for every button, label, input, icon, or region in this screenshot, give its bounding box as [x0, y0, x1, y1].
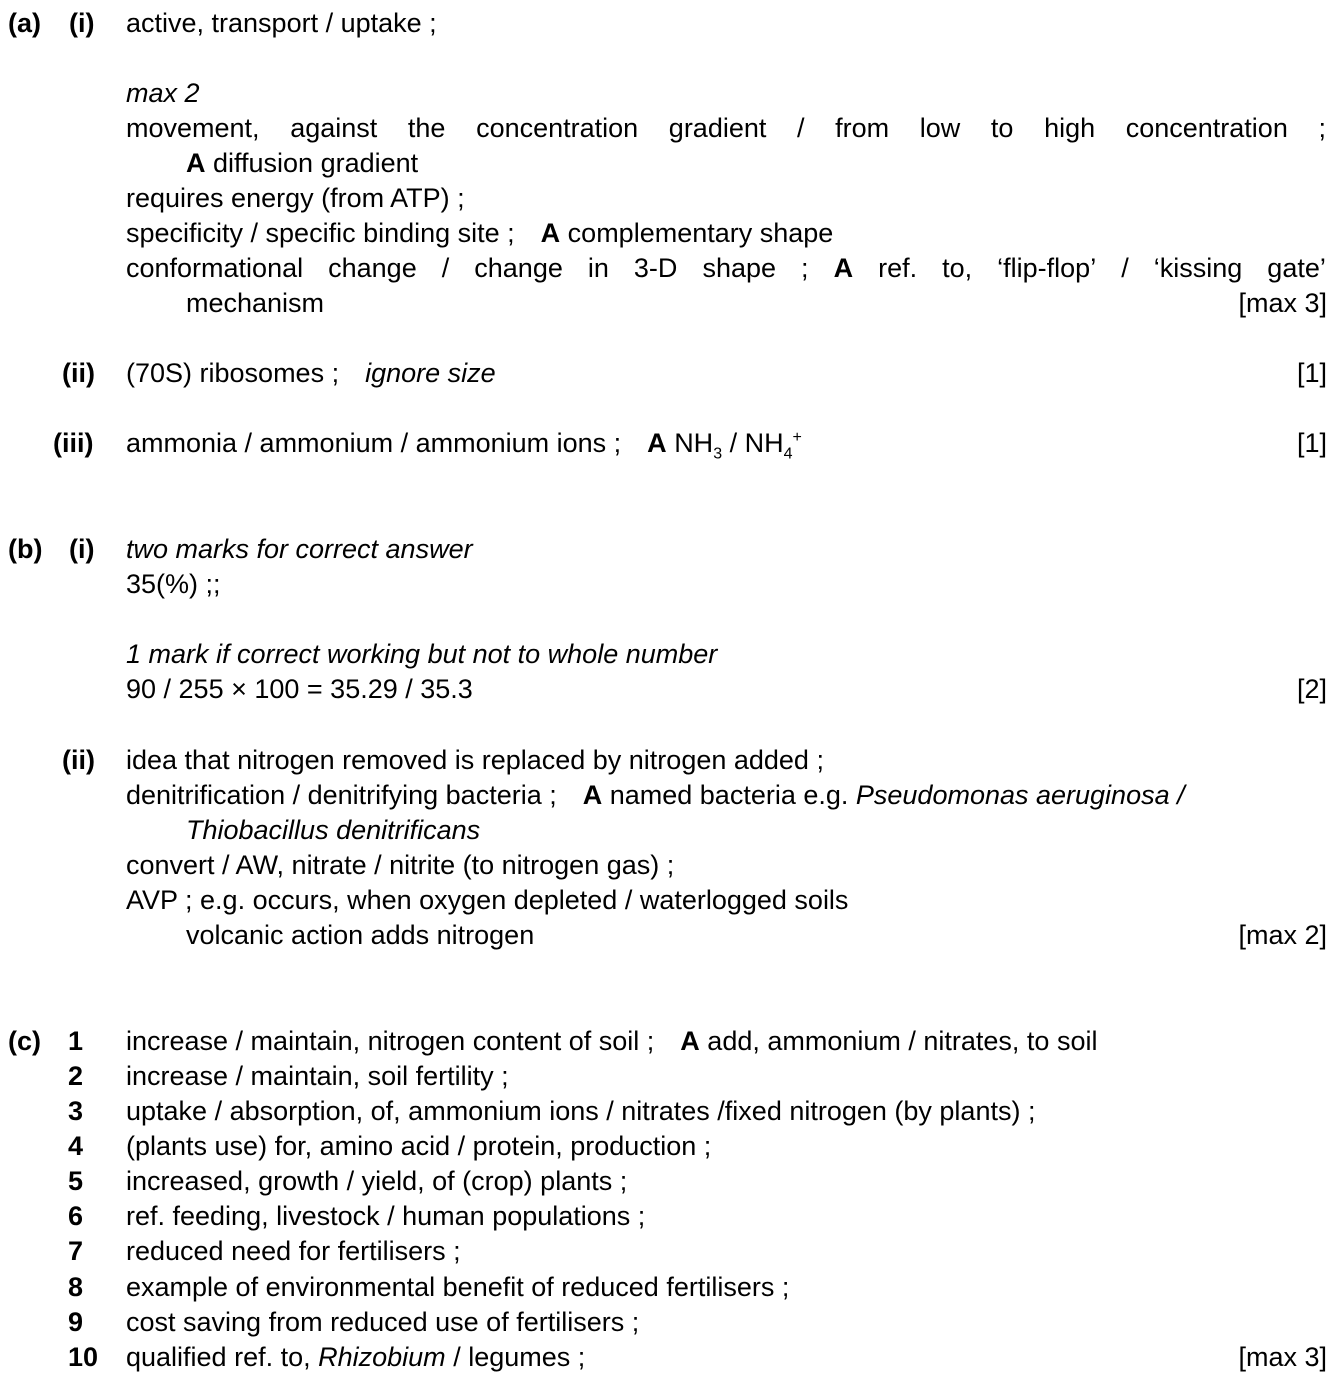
list-item: increase / maintain, soil fertility ;	[126, 1061, 509, 1091]
word: the	[407, 113, 446, 143]
marks-b-i: [2]	[1296, 674, 1327, 704]
word: shape	[702, 253, 777, 283]
word: /	[441, 253, 450, 283]
text: diffusion gradient	[205, 148, 419, 178]
word: change	[474, 253, 563, 283]
item-number: 4	[68, 1131, 84, 1161]
part-a-i-label: (i)	[69, 8, 95, 38]
b-ii-line1: idea that nitrogen removed is replaced by nitrogen added ;	[126, 745, 824, 775]
marks-b-ii: [max 2]	[1238, 920, 1327, 950]
species: Rhizobium	[318, 1342, 446, 1372]
item-number: 5	[68, 1166, 84, 1196]
word: high	[1044, 113, 1096, 143]
item-number: 3	[68, 1096, 84, 1126]
word: concentration	[1125, 113, 1288, 143]
conformational-line	[126, 252, 1326, 284]
separator: /	[722, 428, 745, 458]
item-number: 2	[68, 1061, 84, 1091]
part-b-ii-label: (ii)	[62, 745, 95, 775]
formula-nh3: $NH_3$	[674, 428, 723, 463]
answer: 35(%) ;;	[126, 569, 221, 599]
part-a-ii-label: (ii)	[62, 358, 95, 388]
word: movement,	[126, 113, 260, 143]
word: gate’	[1267, 253, 1326, 283]
accept-marker: A	[186, 148, 206, 178]
text: ammonia / ammonium / ammonium ions ;	[126, 428, 622, 458]
part-a-iii-line	[126, 427, 802, 463]
energy-line: requires energy (from ATP) ;	[126, 183, 465, 213]
word: change	[328, 253, 417, 283]
word: ;	[1318, 113, 1326, 143]
list-item: cost saving from reduced use of fertilisers ;	[126, 1307, 640, 1337]
max-note: max 2	[126, 78, 200, 108]
accept-marker: A	[833, 253, 854, 283]
list-item: uptake / absorption, of, ammonium ions / nitrates /fixed nitrogen (by plants) ;	[126, 1096, 1036, 1126]
word: 3-D	[633, 253, 678, 283]
accept-marker: A	[540, 218, 561, 248]
item-number: 9	[68, 1307, 84, 1337]
list-item: (plants use) for, amino acid / protein, production ;	[126, 1131, 712, 1161]
text: increase / maintain, nitrogen content of soil ;	[126, 1026, 655, 1056]
text: / legumes ;	[445, 1342, 586, 1372]
working: 90 / 255 × 100 = 35.29 / 35.3	[126, 674, 473, 704]
b-ii-line6: volcanic action adds nitrogen	[186, 920, 535, 950]
list-item	[126, 1025, 1097, 1057]
word: from	[835, 113, 890, 143]
note-two-marks: two marks for correct answer	[126, 534, 473, 564]
specificity-line	[126, 217, 833, 249]
list-item: example of environmental benefit of reduced fertilisers ;	[126, 1272, 790, 1302]
b-ii-line5: AVP ; e.g. occurs, when oxygen depleted / waterlogged soils	[126, 885, 849, 915]
part-a-label: (a)	[8, 8, 41, 38]
item-number: 1	[68, 1026, 84, 1056]
part-b-i-label: (i)	[69, 534, 95, 564]
text: add, ammonium / nitrates, to soil	[699, 1026, 1098, 1056]
word: ‘kissing	[1153, 253, 1243, 283]
part-c-label: (c)	[8, 1026, 41, 1056]
item-number: 7	[68, 1236, 84, 1266]
list-item	[126, 1341, 585, 1373]
list-item: increased, growth / yield, of (crop) plants ;	[126, 1166, 628, 1196]
conformational-line-cont: mechanism	[186, 288, 325, 318]
word: /	[797, 113, 805, 143]
text: named bacteria e.g.	[602, 780, 856, 810]
movement-line-cont	[186, 147, 418, 179]
accept-marker: A	[647, 428, 667, 458]
word: against	[290, 113, 378, 143]
word: ref.	[878, 253, 918, 283]
text: denitrification / denitrifying bacteria ;	[126, 780, 557, 810]
accept-marker: A	[582, 780, 603, 810]
list-item: reduced need for fertilisers ;	[126, 1236, 461, 1266]
word: ‘flip-flop’	[997, 253, 1097, 283]
part-a-i-line1: active, transport / uptake ;	[126, 8, 437, 38]
word: in	[587, 253, 609, 283]
word: low	[919, 113, 961, 143]
text: complementary shape	[560, 218, 834, 248]
note-one-mark: 1 mark if correct working but not to whole number	[126, 639, 718, 669]
item-number: 10	[68, 1342, 99, 1372]
marks-c: [max 3]	[1238, 1342, 1327, 1372]
b-ii-line2	[126, 779, 1185, 811]
item-number: 6	[68, 1201, 84, 1231]
text: qualified ref. to,	[126, 1342, 319, 1372]
accept-marker: A	[680, 1026, 700, 1056]
word: concentration	[476, 113, 639, 143]
marks-a-i: [max 3]	[1238, 288, 1327, 318]
word: /	[1121, 253, 1129, 283]
b-ii-line3: Thiobacillus denitrificans	[186, 815, 481, 845]
part-b-label: (b)	[8, 534, 43, 564]
word: to	[990, 113, 1014, 143]
formula-nh4: $NH_4^+$	[744, 428, 802, 463]
part-a-iii-label: (iii)	[53, 428, 94, 458]
word: to,	[942, 253, 973, 283]
list-item: ref. feeding, livestock / human populations ;	[126, 1201, 646, 1231]
word: gradient	[668, 113, 767, 143]
text: specificity / specific binding site ;	[126, 218, 515, 248]
word: conformational	[126, 253, 304, 283]
word: ;	[801, 253, 809, 283]
species: Pseudomonas aeruginosa /	[855, 780, 1185, 810]
part-a-ii-line	[126, 357, 496, 389]
text: (70S) ribosomes ;	[126, 358, 340, 388]
note: ignore size	[365, 358, 496, 388]
b-ii-line4: convert / AW, nitrate / nitrite (to nitrogen gas) ;	[126, 850, 675, 880]
movement-line	[126, 112, 1326, 144]
marks-a-iii: [1]	[1296, 428, 1327, 458]
marks-a-ii: [1]	[1296, 358, 1327, 388]
item-number: 8	[68, 1272, 84, 1302]
